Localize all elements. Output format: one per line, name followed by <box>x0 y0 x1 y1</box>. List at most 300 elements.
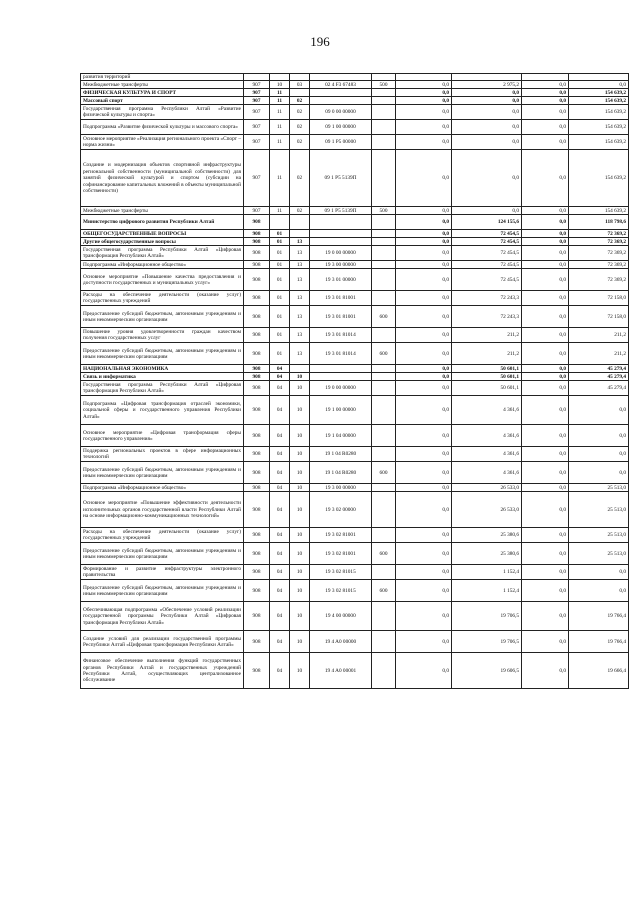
ministry-code: 908 <box>244 492 270 528</box>
ministry-code: 908 <box>244 381 270 396</box>
target-article: 19 3 01 81014 <box>310 328 372 343</box>
row-name: Подпрограмма «Информационное общество» <box>81 261 244 269</box>
expense-type <box>372 150 396 207</box>
ministry-code: 907 <box>244 89 270 97</box>
table-row <box>81 528 629 543</box>
ministry-code: 908 <box>244 291 270 306</box>
row-name: Формирование и развитие инфраструктуры электронного правительства <box>81 565 244 580</box>
amount-col-4: 211,2 <box>569 328 629 343</box>
amount-col-4: 25 513,0 <box>569 484 629 492</box>
target-article: 09 1 P5 5139П <box>310 207 372 215</box>
target-article <box>310 89 372 97</box>
amount-col-4: 19 666,4 <box>569 653 629 689</box>
amount-col-3: 0,0 <box>522 580 569 602</box>
table-row <box>81 89 629 97</box>
section-code: 04 <box>270 492 290 528</box>
amount-col-2: 211,2 <box>452 328 522 343</box>
table-row <box>81 462 629 484</box>
table-row <box>81 373 629 381</box>
amount-col-1: 0,0 <box>396 207 452 215</box>
subsection-code: 10 <box>290 543 310 565</box>
row-name: НАЦИОНАЛЬНАЯ ЭКОНОМИКА <box>81 365 244 373</box>
ministry-code: 907 <box>244 81 270 89</box>
table-row <box>81 207 629 215</box>
amount-col-1: 0,0 <box>396 215 452 230</box>
subsection-code: 10 <box>290 492 310 528</box>
amount-col-3: 0,0 <box>522 631 569 653</box>
table-row <box>81 492 629 528</box>
expense-type <box>372 328 396 343</box>
expense-type <box>372 373 396 381</box>
section-code: 01 <box>270 291 290 306</box>
amount-col-4: 0,0 <box>569 580 629 602</box>
target-article <box>310 365 372 373</box>
subsection-code: 13 <box>290 291 310 306</box>
section-code: 01 <box>270 269 290 291</box>
row-name: Государственная программа Республики Алтай «Цифровая трансформация Республики Алтай» <box>81 246 244 261</box>
amount-col-3: 0,0 <box>522 543 569 565</box>
ministry-code: 908 <box>244 343 270 365</box>
row-name: Межбюджетные трансферты <box>81 81 244 89</box>
row-name: Другие общегосударственные вопросы <box>81 238 244 246</box>
target-article: 19 1 04 R0280 <box>310 462 372 484</box>
subsection-code: 10 <box>290 580 310 602</box>
subsection-code: 10 <box>290 462 310 484</box>
section-code: 04 <box>270 396 290 425</box>
expense-type <box>372 135 396 150</box>
subsection-code: 10 <box>290 396 310 425</box>
subsection-code: 02 <box>290 105 310 120</box>
amount-col-1: 0,0 <box>396 602 452 631</box>
table-row <box>81 120 629 135</box>
row-name: Финансовое обеспечение выполнения функций государственных органов Республики Алтай и государственных учреждений Республики Алтай, осуществляющих централизованное обслуживание <box>81 653 244 689</box>
amount-col-1: 0,0 <box>396 269 452 291</box>
table-row <box>81 328 629 343</box>
expense-type <box>372 261 396 269</box>
row-name: Министерство цифрового развития Республики Алтай <box>81 215 244 230</box>
ministry-code: 908 <box>244 653 270 689</box>
subsection-code: 02 <box>290 150 310 207</box>
table-row <box>81 543 629 565</box>
table-row <box>81 631 629 653</box>
target-article: 19 3 02 81015 <box>310 565 372 580</box>
expense-type: 600 <box>372 580 396 602</box>
target-article: 19 3 01 00000 <box>310 269 372 291</box>
amount-col-1: 0,0 <box>396 484 452 492</box>
ministry-code: 908 <box>244 565 270 580</box>
amount-col-3: 0,0 <box>522 246 569 261</box>
amount-col-4: 72 369,2 <box>569 230 629 238</box>
amount-col-1: 0,0 <box>396 328 452 343</box>
ministry-code: 908 <box>244 543 270 565</box>
ministry-code: 908 <box>244 447 270 462</box>
ministry-code: 908 <box>244 238 270 246</box>
row-name: Межбюджетные трансферты <box>81 207 244 215</box>
amount-col-3: 0,0 <box>522 97 569 105</box>
target-article: 19 4 00 00000 <box>310 602 372 631</box>
expense-type: 500 <box>372 207 396 215</box>
subsection-code: 10 <box>290 653 310 689</box>
amount-col-3: 0,0 <box>522 565 569 580</box>
section-code: 04 <box>270 631 290 653</box>
section-code: 11 <box>270 120 290 135</box>
subsection-code: 10 <box>290 373 310 381</box>
amount-col-1: 0,0 <box>396 381 452 396</box>
section-code: 04 <box>270 365 290 373</box>
amount-col-3: 0,0 <box>522 89 569 97</box>
expense-type <box>372 120 396 135</box>
amount-col-3: 0,0 <box>522 484 569 492</box>
amount-col-2: 4 361,6 <box>452 462 522 484</box>
section-code: 04 <box>270 543 290 565</box>
amount-col-4: 25 513,0 <box>569 528 629 543</box>
expense-type <box>372 291 396 306</box>
subsection-code: 10 <box>290 447 310 462</box>
amount-col-3: 0,0 <box>522 230 569 238</box>
table-row <box>81 396 629 425</box>
section-code: 01 <box>270 306 290 328</box>
subsection-code <box>290 230 310 238</box>
amount-col-4: 0,0 <box>569 396 629 425</box>
section-code: 11 <box>270 105 290 120</box>
table-row <box>81 447 629 462</box>
table-row <box>81 291 629 306</box>
amount-col-1: 0,0 <box>396 462 452 484</box>
expense-type <box>372 484 396 492</box>
section-code: 04 <box>270 580 290 602</box>
section-code: 04 <box>270 462 290 484</box>
ministry-code: 908 <box>244 306 270 328</box>
amount-col-3: 0,0 <box>522 150 569 207</box>
amount-col-1: 0,0 <box>396 291 452 306</box>
table-row <box>81 365 629 373</box>
ministry-code: 908 <box>244 246 270 261</box>
amount-col-4: 154 639,2 <box>569 207 629 215</box>
amount-col-2: 124 155,6 <box>452 215 522 230</box>
amount-col-3: 0,0 <box>522 653 569 689</box>
section-code: 01 <box>270 343 290 365</box>
expense-type: 600 <box>372 543 396 565</box>
amount-col-3: 0,0 <box>522 269 569 291</box>
table-row <box>81 97 629 105</box>
table-row <box>81 105 629 120</box>
section-code: 04 <box>270 565 290 580</box>
subsection-code: 02 <box>290 97 310 105</box>
table-row <box>81 381 629 396</box>
amount-col-2: 0,0 <box>452 97 522 105</box>
section-code: 01 <box>270 328 290 343</box>
ministry-code: 908 <box>244 462 270 484</box>
table-row <box>81 81 629 89</box>
amount-col-3: 0,0 <box>522 343 569 365</box>
ministry-code: 907 <box>244 97 270 105</box>
table-row <box>81 306 629 328</box>
row-name: Предоставление субсидий бюджетным, автономным учреждениям и иным некоммерческим организациям <box>81 306 244 328</box>
row-name: Подпрограмма «Информационное общество» <box>81 484 244 492</box>
amount-col-1: 0,0 <box>396 120 452 135</box>
expense-type <box>372 97 396 105</box>
section-code: 01 <box>270 246 290 261</box>
row-name: Предоставление субсидий бюджетным, автономным учреждениям и иным некоммерческим организациям <box>81 462 244 484</box>
amount-col-1: 0,0 <box>396 89 452 97</box>
expense-type <box>372 528 396 543</box>
amount-col-2: 50 601,1 <box>452 365 522 373</box>
amount-col-2: 72 454,5 <box>452 230 522 238</box>
ministry-code: 907 <box>244 120 270 135</box>
amount-col-4: 25 513,0 <box>569 492 629 528</box>
row-name: Государственная программа Республики Алтай «Цифровая трансформация Республики Алтай» <box>81 381 244 396</box>
table-row <box>81 653 629 689</box>
subsection-code: 13 <box>290 269 310 291</box>
amount-col-3: 0,0 <box>522 135 569 150</box>
row-name: Расходы на обеспечение деятельности (оказание услуг) государственных учреждений <box>81 291 244 306</box>
ministry-code: 908 <box>244 602 270 631</box>
row-name: Предоставление субсидий бюджетным, автономным учреждениям и иным некоммерческим организациям <box>81 543 244 565</box>
section-code: 11 <box>270 207 290 215</box>
subsection-code: 02 <box>290 135 310 150</box>
amount-col-4: 0,0 <box>569 447 629 462</box>
amount-col-1: 0,0 <box>396 105 452 120</box>
section-code <box>270 74 290 81</box>
amount-col-2: 19 706,5 <box>452 602 522 631</box>
target-article: 19 1 00 00000 <box>310 396 372 425</box>
ministry-code: 907 <box>244 150 270 207</box>
amount-col-1: 0,0 <box>396 238 452 246</box>
expense-type <box>372 246 396 261</box>
amount-col-3: 0,0 <box>522 291 569 306</box>
amount-col-3: 0,0 <box>522 105 569 120</box>
expense-type <box>372 105 396 120</box>
table-row <box>81 150 629 207</box>
amount-col-1: 0,0 <box>396 528 452 543</box>
target-article: 19 4 A0 00001 <box>310 653 372 689</box>
row-name: Повышение уровня удовлетворенности граждан качеством получения государственных услуг <box>81 328 244 343</box>
table-row <box>81 425 629 447</box>
subsection-code: 13 <box>290 343 310 365</box>
amount-col-4: 45 279,4 <box>569 373 629 381</box>
row-name: Подпрограмма «Развитие физической культуры и массового спорта» <box>81 120 244 135</box>
amount-col-4: 0,0 <box>569 425 629 447</box>
section-code: 01 <box>270 261 290 269</box>
expense-type <box>372 602 396 631</box>
row-name: ОБЩЕГОСУДАРСТВЕННЫЕ ВОПРОСЫ <box>81 230 244 238</box>
amount-col-2: 25 380,6 <box>452 543 522 565</box>
amount-col-3: 0,0 <box>522 373 569 381</box>
row-name: Подпрограмма «Цифровая трансформация отраслей экономики, социальной сферы и государственного управления Республики Алтай» <box>81 396 244 425</box>
ministry-code: 908 <box>244 215 270 230</box>
ministry-code: 908 <box>244 396 270 425</box>
table-row <box>81 230 629 238</box>
amount-col-2: 0,0 <box>452 135 522 150</box>
row-name: Создание условий для реализации государственной программы Республики Алтай «Цифровая трансформация Республики Алтай» <box>81 631 244 653</box>
table-row <box>81 602 629 631</box>
ministry-code: 908 <box>244 269 270 291</box>
subsection-code: 13 <box>290 246 310 261</box>
expense-type: 600 <box>372 462 396 484</box>
expense-type <box>372 653 396 689</box>
table-row <box>81 74 629 81</box>
ministry-code: 907 <box>244 105 270 120</box>
amount-col-2 <box>452 74 522 81</box>
amount-col-4: 154 639,2 <box>569 89 629 97</box>
target-article <box>310 230 372 238</box>
amount-col-3: 0,0 <box>522 425 569 447</box>
target-article <box>310 373 372 381</box>
section-code: 10 <box>270 81 290 89</box>
expense-type <box>372 74 396 81</box>
section-code: 04 <box>270 528 290 543</box>
amount-col-2: 25 380,6 <box>452 528 522 543</box>
ministry-code: 908 <box>244 631 270 653</box>
amount-col-2: 0,0 <box>452 207 522 215</box>
amount-col-1: 0,0 <box>396 631 452 653</box>
target-article <box>310 215 372 230</box>
amount-col-4: 154 639,2 <box>569 97 629 105</box>
subsection-code: 13 <box>290 306 310 328</box>
target-article: 19 1 04 00000 <box>310 425 372 447</box>
amount-col-2: 1 152,4 <box>452 565 522 580</box>
expense-type <box>372 631 396 653</box>
amount-col-1: 0,0 <box>396 425 452 447</box>
amount-col-4: 0,0 <box>569 462 629 484</box>
amount-col-3: 0,0 <box>522 215 569 230</box>
amount-col-3: 0,0 <box>522 492 569 528</box>
subsection-code: 13 <box>290 261 310 269</box>
section-code: 11 <box>270 89 290 97</box>
amount-col-2: 26 533,0 <box>452 484 522 492</box>
ministry-code: 908 <box>244 328 270 343</box>
target-article: 19 3 02 81001 <box>310 543 372 565</box>
subsection-code: 10 <box>290 425 310 447</box>
subsection-code: 10 <box>290 484 310 492</box>
amount-col-3: 0,0 <box>522 447 569 462</box>
amount-col-2: 0,0 <box>452 89 522 97</box>
amount-col-2: 19 706,5 <box>452 631 522 653</box>
amount-col-4: 118 798,6 <box>569 215 629 230</box>
subsection-code: 10 <box>290 381 310 396</box>
ministry-code: 908 <box>244 580 270 602</box>
amount-col-2: 4 361,6 <box>452 396 522 425</box>
amount-col-4: 154 639,2 <box>569 150 629 207</box>
amount-col-1: 0,0 <box>396 543 452 565</box>
amount-col-2: 211,2 <box>452 343 522 365</box>
amount-col-3: 0,0 <box>522 396 569 425</box>
section-code <box>270 215 290 230</box>
ministry-code: 908 <box>244 528 270 543</box>
ministry-code: 908 <box>244 261 270 269</box>
section-code: 04 <box>270 373 290 381</box>
amount-col-3 <box>522 74 569 81</box>
target-article: 09 1 00 00000 <box>310 120 372 135</box>
amount-col-2: 0,0 <box>452 120 522 135</box>
amount-col-1: 0,0 <box>396 580 452 602</box>
table-row <box>81 238 629 246</box>
section-code: 01 <box>270 238 290 246</box>
expense-type <box>372 215 396 230</box>
amount-col-2: 72 454,5 <box>452 269 522 291</box>
expense-type <box>372 565 396 580</box>
amount-col-1: 0,0 <box>396 492 452 528</box>
subsection-code: 10 <box>290 631 310 653</box>
amount-col-1 <box>396 74 452 81</box>
subsection-code: 13 <box>290 238 310 246</box>
target-article: 19 3 02 00000 <box>310 492 372 528</box>
subsection-code: 02 <box>290 207 310 215</box>
amount-col-3: 0,0 <box>522 328 569 343</box>
amount-col-4: 19 766,4 <box>569 631 629 653</box>
section-code: 01 <box>270 230 290 238</box>
amount-col-3: 0,0 <box>522 528 569 543</box>
target-article: 09 1 P5 5139П <box>310 150 372 207</box>
amount-col-1: 0,0 <box>396 81 452 89</box>
row-name: развития территорий <box>81 74 244 81</box>
target-article <box>310 238 372 246</box>
target-article: 19 0 00 00000 <box>310 381 372 396</box>
amount-col-1: 0,0 <box>396 150 452 207</box>
amount-col-4: 211,2 <box>569 343 629 365</box>
target-article: 09 0 00 00000 <box>310 105 372 120</box>
amount-col-1: 0,0 <box>396 565 452 580</box>
amount-col-3: 0,0 <box>522 238 569 246</box>
row-name: Массовый спорт <box>81 97 244 105</box>
ministry-code: 907 <box>244 135 270 150</box>
ministry-code: 908 <box>244 484 270 492</box>
row-name: Государственная программа Республики Алтай «Развитие физической культуры и спорта» <box>81 105 244 120</box>
amount-col-4: 0,0 <box>569 565 629 580</box>
amount-col-4: 154 639,2 <box>569 105 629 120</box>
table-row <box>81 261 629 269</box>
ministry-code: 908 <box>244 425 270 447</box>
amount-col-1: 0,0 <box>396 261 452 269</box>
amount-col-2: 0,0 <box>452 150 522 207</box>
amount-col-2: 4 361,6 <box>452 447 522 462</box>
expense-type <box>372 230 396 238</box>
subsection-code <box>290 89 310 97</box>
target-article: 19 0 00 00000 <box>310 246 372 261</box>
target-article: 19 3 01 81001 <box>310 291 372 306</box>
target-article: 19 3 02 81001 <box>310 528 372 543</box>
amount-col-3: 0,0 <box>522 207 569 215</box>
subsection-code <box>290 74 310 81</box>
ministry-code: 908 <box>244 365 270 373</box>
ministry-code: 907 <box>244 207 270 215</box>
row-name: Создание и модернизация объектов спортивной инфраструктуры региональной собственности (муниципальной собственности) для занятий физической культурой и спортом (субсидии на софинансирование капитальных вложений в объекты муниципальной собственности) <box>81 150 244 207</box>
amount-col-4: 72 158,0 <box>569 306 629 328</box>
expense-type <box>372 269 396 291</box>
amount-col-3: 0,0 <box>522 81 569 89</box>
subsection-code: 10 <box>290 565 310 580</box>
amount-col-3: 0,0 <box>522 306 569 328</box>
section-code: 11 <box>270 97 290 105</box>
amount-col-4: 72 369,2 <box>569 238 629 246</box>
target-article: 09 1 P5 00000 <box>310 135 372 150</box>
amount-col-2: 26 533,0 <box>452 492 522 528</box>
table-row <box>81 269 629 291</box>
target-article: 19 1 04 R0280 <box>310 447 372 462</box>
row-name: Связь и информатика <box>81 373 244 381</box>
expense-type <box>372 238 396 246</box>
subsection-code: 13 <box>290 328 310 343</box>
amount-col-4 <box>569 74 629 81</box>
expense-type <box>372 365 396 373</box>
expense-type <box>372 89 396 97</box>
row-name: Основное мероприятие «Повышение качества предоставления и доступности государственных и муниципальных услуг» <box>81 269 244 291</box>
row-name: Основное мероприятие «Реализация регионального проекта «Спорт – норма жизни» <box>81 135 244 150</box>
amount-col-4: 45 279,4 <box>569 365 629 373</box>
row-name: Основное мероприятие «Цифровая трансформация сферы государственного управления» <box>81 425 244 447</box>
section-code: 04 <box>270 425 290 447</box>
subsection-code: 03 <box>290 81 310 89</box>
